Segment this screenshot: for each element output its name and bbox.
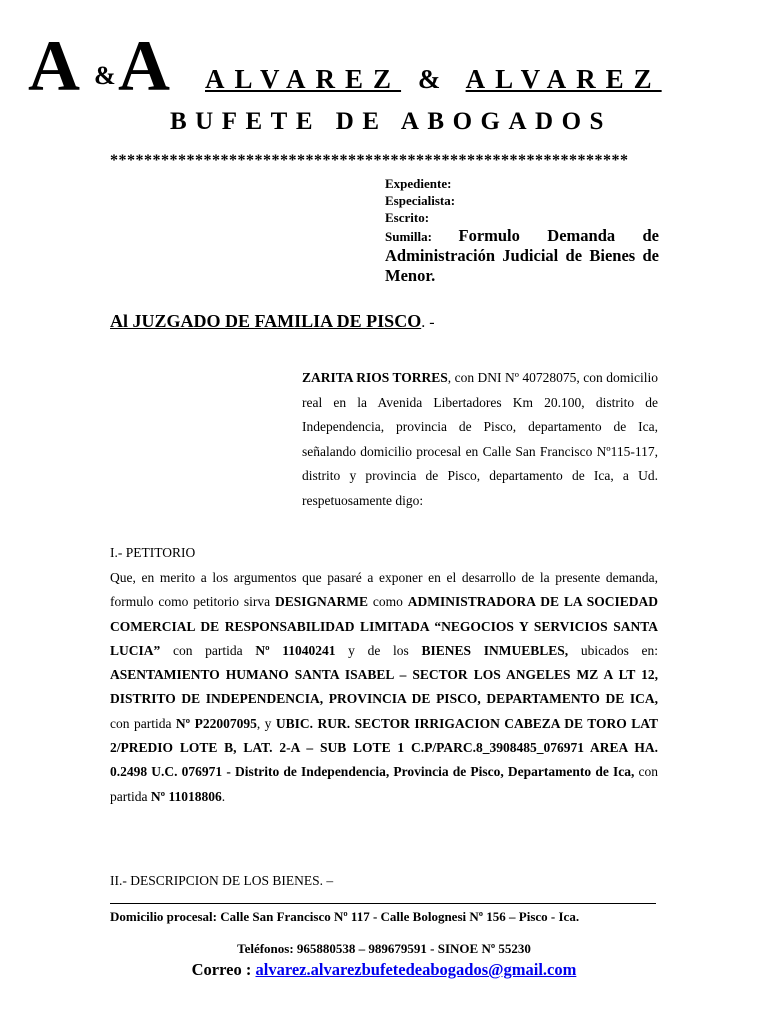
logo-letter-a-left: A [28,26,80,106]
plaintiff-name: ZARITA RIOS TORRES [302,370,448,385]
descripcion-title: II.- DESCRIPCION DE LOS BIENES. – [110,873,334,888]
plaintiff-details: , con DNI Nº 40728075, con domicilio real en la Avenida Libertadores Km 20.100, distrito de Independencia, provincia de Pisco, departamento de Ica, señalando domicilio procesal en Calle San Francisco Nº115-117, distrito y provincia de Pisco, departamento de Ica, a Ud. respetuosamente digo: [302,370,658,508]
footer-address: Domicilio procesal: Calle San Francisco Nº 117 - Calle Bolognesi Nº 156 – Pisco - Ica. [110,909,580,924]
petitorio-bold-2: ADMINISTRADORA DE LA SOCIEDAD COMERCIAL DE RESPONSABILIDAD LIMITADA “NEGOCIOS Y SERVICIOS SANTA LUCIA” [110,594,658,658]
petitorio-text-4: y de los [335,642,422,658]
petitorio-text-2: como [368,594,408,610]
header-separator: ************************************************************* [110,152,629,169]
email-label: Correo : [191,960,256,979]
petitorio-text-3: con partida [160,642,256,658]
escrito-label: Escrito: [385,210,430,225]
petitorio-text-5: ubicados en: [568,642,659,658]
petitorio-body [110,566,658,809]
firm-name-part1: ALVAREZ [205,64,402,94]
firm-subtitle: BUFETE DE ABOGADOS [170,108,612,135]
petitorio-text-1: Que, en merito a los argumentos que pasaré a exponer en el desarrollo de la presente demanda, formulo como petitorio sirva [110,570,658,610]
petitorio-text-7: , y [256,715,276,731]
petitorio-bold-6: Nº P22007095 [175,715,257,731]
logo-letter-a-right: A [118,26,170,106]
plaintiff-intro [302,366,658,513]
petitorio-bold-5: ASENTAMIENTO HUMANO SANTA ISABEL – SECTOR LOS ANGELES MZ A LT 12, DISTRITO DE INDEPENDENCIA, PROVINCIA DE PISCO, DEPARTAMENTO DE ICA, [110,667,658,707]
court-addressee [110,311,435,332]
court-suffix: . - [421,314,435,331]
expediente-label: Expediente: [385,176,452,191]
footer-email-line [0,960,768,980]
firm-name-part2: ALVAREZ [465,64,662,94]
sumilla [385,226,659,286]
especialista-label: Especialista: [385,193,456,208]
petitorio-bold-8: Nº 11018806 [150,788,222,804]
firm-name-ampersand: & [401,64,466,94]
footer-phones: Teléfonos: 965880538 – 989679591 - SINOE Nº 55230 [237,941,531,956]
court-name: Al JUZGADO DE FAMILIA DE PISCO [110,311,422,331]
email-link[interactable]: alvarez.alvarezbufetedeabogados@gmail.com [255,960,577,979]
petitorio-bold-3: Nº 11040241 [255,642,336,658]
petitorio-text-8: con partida [110,764,658,804]
petitorio-bold-4: BIENES INMUEBLES, [421,642,569,658]
petitorio-bold-1: DESIGNARME [275,594,369,610]
petitorio-text-6: con partida [110,715,176,731]
sumilla-text: Formulo Demanda de Administración Judicial de Bienes de Menor. [385,226,659,285]
petitorio-bold-7: UBIC. RUR. SECTOR IRRIGACION CABEZA DE TORO LAT 2/PREDIO LOTE B, LAT. 2-A – SUB LOTE 1 C.P/PARC.8_3908485_076971 AREA HA. 0.2498 U.C. 076971 - Distrito de Independencia, Provincia de Pisco, Departamento de Ica, [110,715,658,780]
footer-divider [110,903,656,904]
petitorio-text-9: . [221,788,226,804]
sumilla-label: Sumilla: [385,229,432,244]
logo-ampersand: & [94,61,116,90]
firm-name [205,64,662,95]
petitorio-title: I.- PETITORIO [110,545,196,560]
